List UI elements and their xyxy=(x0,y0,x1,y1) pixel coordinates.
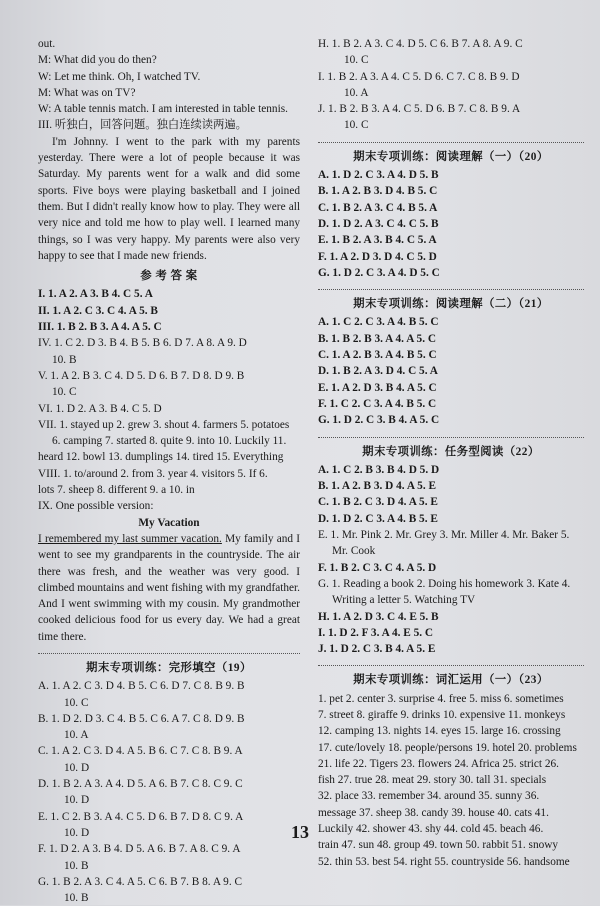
answer-line: E. 1. C 2. B 3. A 4. C 5. D 6. B 7. D 8. C 9. A xyxy=(38,810,244,823)
answer-line: 1. pet 2. center 3. surprise 4. free 5. miss 6. sometimes xyxy=(318,692,564,705)
answer-line: 52. thin 53. best 54. right 55. countryside 56. handsome xyxy=(318,855,570,868)
divider xyxy=(318,289,584,290)
answer-line: I. 1. D 2. F 3. A 4. E 5. C xyxy=(318,626,434,639)
answer-line: F. 1. C 2. C 3. A 4. B 5. C xyxy=(318,397,437,410)
page-number: 13 xyxy=(291,822,309,842)
answer-line: lots 7. sheep 8. different 9. a 10. in xyxy=(38,484,195,497)
answer-line: D. 1. B 2. A 3. A 4. D 5. A 6. B 7. C 8. C 9. C xyxy=(38,778,243,791)
answer-line: I. 1. B 2. A 3. A 4. C 5. D 6. C 7. C 8. B 9. D xyxy=(318,70,520,83)
essay-text xyxy=(38,531,300,645)
answer-line: F. 1. B 2. C 3. C 4. A 5. D xyxy=(318,561,437,574)
answer-line: fish 27. true 28. meat 29. story 30. tall 31. specials xyxy=(318,774,547,787)
dialogue-line: out. xyxy=(38,38,56,50)
right-column xyxy=(318,36,584,870)
answer-line: I. 1. A 2. A 3. B 4. C 5. A xyxy=(38,288,153,301)
answer-line: message 37. sheep 38. candy 39. house 40. cats 41. xyxy=(318,806,549,819)
section-title: 期末专项训练：词汇运用（一）（23） xyxy=(353,674,549,687)
essay-rest: My family and I went to see my grandparents in the countryside. The air there was fresh, and the weather was very good. I climbed mountains and went fishing with my grandfather. And I went swimming with my cousin. My grandmother cooked delicious food for us every day. We had a great time there. xyxy=(38,532,300,643)
answer-line: B. 1. D 2. D 3. C 4. B 5. C 6. A 7. C 8. D 9. B xyxy=(38,712,245,725)
divider xyxy=(318,437,584,438)
answer-line: 6. camping 7. started 8. quite 9. into 10. Luckily 11. xyxy=(52,435,287,448)
section-title: 期末专项训练：任务型阅读（22） xyxy=(362,445,540,458)
answer-line: Writing a letter 5. Watching TV xyxy=(332,594,476,607)
answer-line: VII. 1. stayed up 2. grew 3. shout 4. farmers 5. potatoes xyxy=(38,418,290,431)
answer-line: A. 1. A 2. C 3. D 4. B 5. C 6. D 7. C 8. B 9. B xyxy=(38,680,245,693)
answer-line: heard 12. bowl 13. dumplings 14. tired 15. Everything xyxy=(38,451,284,464)
dialogue-line: W: Let me think. Oh, I watched TV. xyxy=(38,70,201,83)
answer-line: D. 1. B 2. A 3. D 4. C 5. A xyxy=(318,365,438,378)
answer-line: H. 1. A 2. D 3. C 4. E 5. B xyxy=(318,610,439,623)
answer-line: 10. D xyxy=(64,794,90,807)
answer-line: II. 1. A 2. C 3. C 4. A 5. B xyxy=(38,304,158,317)
answer-line: 10. D xyxy=(64,826,90,839)
answer-line: 21. life 22. Tigers 23. flowers 24. Africa 25. strict 26. xyxy=(318,757,559,770)
essay-underlined: I remembered my last summer vacation. xyxy=(38,532,222,545)
answer-line: IV. 1. C 2. D 3. B 4. B 5. B 6. D 7. A 8. A 9. D xyxy=(38,337,247,350)
answer-line: H. 1. B 2. A 3. C 4. D 5. C 6. B 7. A 8. A 9. C xyxy=(318,38,523,50)
answer-line: 10. C xyxy=(344,119,369,132)
answer-line: B. 1. B 2. B 3. A 4. A 5. C xyxy=(318,332,437,345)
answer-line: V. 1. A 2. B 3. C 4. D 5. D 6. B 7. D 8. D 9. B xyxy=(38,369,245,382)
dialogue-line: III. 听独白，回答问题。独白连续读两遍。 xyxy=(38,119,247,132)
section-title: 期末专项训练：阅读理解（一）（20） xyxy=(353,150,549,163)
answer-line: 12. camping 13. nights 14. eyes 15. large 16. crossing xyxy=(318,725,561,738)
divider xyxy=(318,665,584,666)
answer-line: 10. D xyxy=(64,761,90,774)
answer-line: F. 1. D 2. A 3. B 4. D 5. A 6. B 7. A 8. C 9. A xyxy=(38,843,241,856)
divider xyxy=(38,653,300,654)
answer-line: C. 1. B 2. C 3. D 4. A 5. E xyxy=(318,496,438,509)
essay-title: My Vacation xyxy=(138,516,200,529)
answer-line: C. 1. B 2. A 3. C 4. B 5. A xyxy=(318,201,438,214)
answer-line: E. 1. A 2. D 3. B 4. A 5. C xyxy=(318,381,437,394)
monologue-passage xyxy=(38,134,300,264)
dialogue-line: M: What did you do then? xyxy=(38,54,157,67)
answer-line: C. 1. A 2. C 3. D 4. A 5. B 6. C 7. C 8. B 9. A xyxy=(38,745,243,758)
answer-line: 10. B xyxy=(52,353,77,366)
answer-line: G. 1. D 2. C 3. A 4. D 5. C xyxy=(318,266,440,279)
answer-line: J. 1. B 2. B 3. A 4. C 5. D 6. B 7. C 8. B 9. A xyxy=(318,103,521,116)
answer-line: A. 1. D 2. C 3. A 4. D 5. B xyxy=(318,169,439,182)
answer-line: E. 1. B 2. A 3. B 4. C 5. A xyxy=(318,234,437,247)
answer-line: A. 1. C 2. B 3. B 4. D 5. D xyxy=(318,463,440,476)
answer-line: B. 1. A 2. B 3. D 4. A 5. E xyxy=(318,480,437,493)
answer-line: VI. 1. D 2. A 3. B 4. C 5. D xyxy=(38,402,162,415)
dialogue-line: W: A table tennis match. I am interested in table tennis. xyxy=(38,103,288,116)
answer-line: G. 1. Reading a book 2. Doing his homework 3. Kate 4. xyxy=(318,577,571,590)
answer-line: Luckily 42. shower 43. shy 44. cold 45. beach 46. xyxy=(318,823,544,836)
answer-line: 10. B xyxy=(64,892,89,905)
answer-line: 10. C xyxy=(64,696,89,709)
answer-line: 10. A xyxy=(344,86,369,99)
answer-line: G. 1. B 2. A 3. C 4. A 5. C 6. B 7. B 8. A 9. C xyxy=(38,875,243,888)
divider xyxy=(318,142,584,143)
answer-line: B. 1. A 2. B 3. D 4. B 5. C xyxy=(318,185,438,198)
answer-line: 10. C xyxy=(52,386,77,399)
answer-line: 10. C xyxy=(344,54,369,67)
answer-line: E. 1. Mr. Pink 2. Mr. Grey 3. Mr. Miller 4. Mr. Baker 5. xyxy=(318,529,570,542)
answer-line: train 47. sun 48. group 49. town 50. rabbit 51. snowy xyxy=(318,839,559,852)
passage-text: I'm Johnny. I went to the park with my parents yesterday. There were a lot of people because it was Saturday. My parents went for a walk and did some sports. Five boys were playing basketball and I joined them. But I didn't really know how to play. They were all very nice and told me how to play well. I learned many things, so I was very happy. My parents were also very happy to see that I made new friends. xyxy=(38,135,300,262)
section-title: 期末专项训练：阅读理解（二）（21） xyxy=(353,298,549,311)
answer-line: III. 1. B 2. B 3. A 4. A 5. C xyxy=(38,321,162,334)
answer-line: D. 1. D 2. C 3. A 4. B 5. E xyxy=(318,512,438,525)
left-column xyxy=(38,36,300,906)
answer-line: VIII. 1. to/around 2. from 3. year 4. visitors 5. If 6. xyxy=(38,467,268,480)
answer-line: C. 1. A 2. B 3. A 4. B 5. C xyxy=(318,349,437,362)
answer-line: J. 1. D 2. C 3. B 4. A 5. E xyxy=(318,643,436,656)
answer-line: IX. One possible version: xyxy=(38,500,154,513)
answer-line: G. 1. D 2. C 3. B 4. A 5. C xyxy=(318,414,440,427)
answer-line: F. 1. A 2. D 3. D 4. C 5. D xyxy=(318,250,437,263)
answer-line: 7. street 8. giraffe 9. drinks 10. expensive 11. monkeys xyxy=(318,708,566,721)
answers-title: 参 考 答 案 xyxy=(140,270,198,283)
answer-line: 17. cute/lovely 18. people/persons 19. hotel 20. problems xyxy=(318,741,577,754)
answer-line: A. 1. C 2. C 3. A 4. B 5. C xyxy=(318,316,439,329)
answer-line: 10. B xyxy=(64,859,89,872)
answer-line: D. 1. D 2. A 3. C 4. C 5. B xyxy=(318,217,439,230)
answer-line: 32. place 33. remember 34. around 35. sunny 36. xyxy=(318,790,540,803)
answer-line: Mr. Cook xyxy=(332,545,376,558)
answer-line: 10. A xyxy=(64,729,89,742)
dialogue-line: M: What was on TV? xyxy=(38,86,136,99)
section-title: 期末专项训练：完形填空（19） xyxy=(86,661,252,674)
